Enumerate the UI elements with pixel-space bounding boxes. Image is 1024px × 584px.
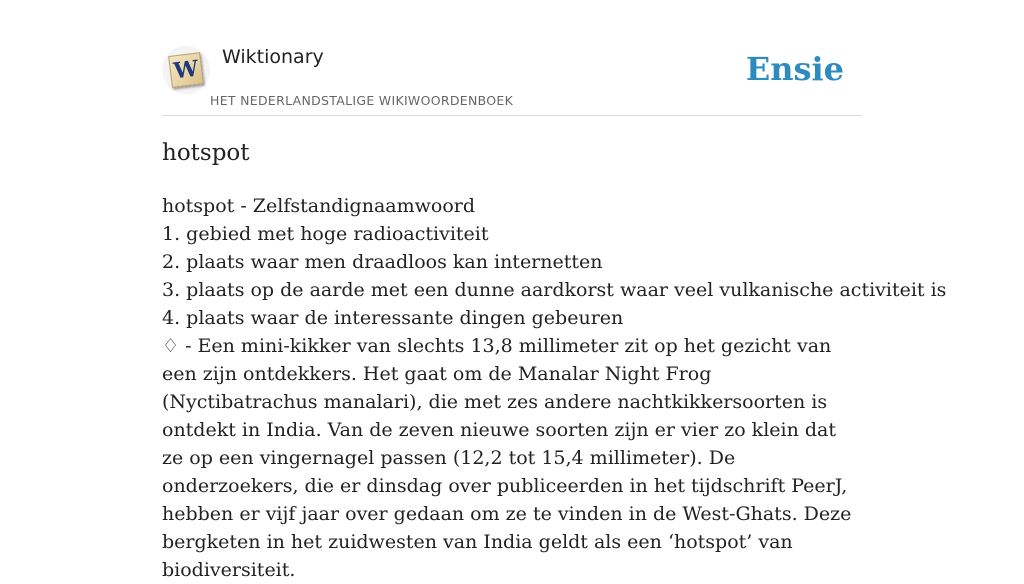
entry-card <box>162 0 947 581</box>
site-header <box>162 0 862 116</box>
w-tile-icon: W <box>168 52 204 88</box>
definition-item: 2. plaats waar men draadloos kan internetten <box>162 251 603 273</box>
definition-item: 4. plaats waar de interessante dingen gebeuren <box>162 307 624 329</box>
site-subtitle: HET NEDERLANDSTALIGE WIKIWOORDENBOEK <box>210 93 514 108</box>
example-sentence: ♢ - Een mini-kikker van slechts 13,8 millimeter zit op het gezicht van een zijn ontdekkers. Het gaat om de Manalar Night Frog (Nyctibatrachus manalari), die met zes andere nachtkikkersoorten is ontdekt in India. Van de zeven nieuwe soorten zijn er vier zo klein dat ze op een vingernagel passen (12,2 tot 15,4 millimeter). De onderzoekers, die er dinsdag over publiceerden in het tijdschrift PeerJ, hebben er vijf jaar over gedaan om ze te vinden in de West-Ghats. Deze bergketen in het zuidwesten van India geldt als een ‘hotspot’ van biodiversiteit. <box>162 335 852 581</box>
entry-heading: hotspot - Zelfstandignaamwoord <box>162 195 475 217</box>
ensie-brand-logo[interactable]: Ensie <box>745 50 844 88</box>
site-name[interactable]: Wiktionary <box>222 46 324 68</box>
entry-content <box>162 192 947 584</box>
definition-item: 3. plaats op de aarde met een dunne aardkorst waar veel vulkanische activiteit is <box>162 279 947 301</box>
page-title: hotspot <box>162 140 250 166</box>
definition-item: 1. gebied met hoge radioactiviteit <box>162 223 489 245</box>
wiktionary-logo[interactable] <box>162 46 210 94</box>
